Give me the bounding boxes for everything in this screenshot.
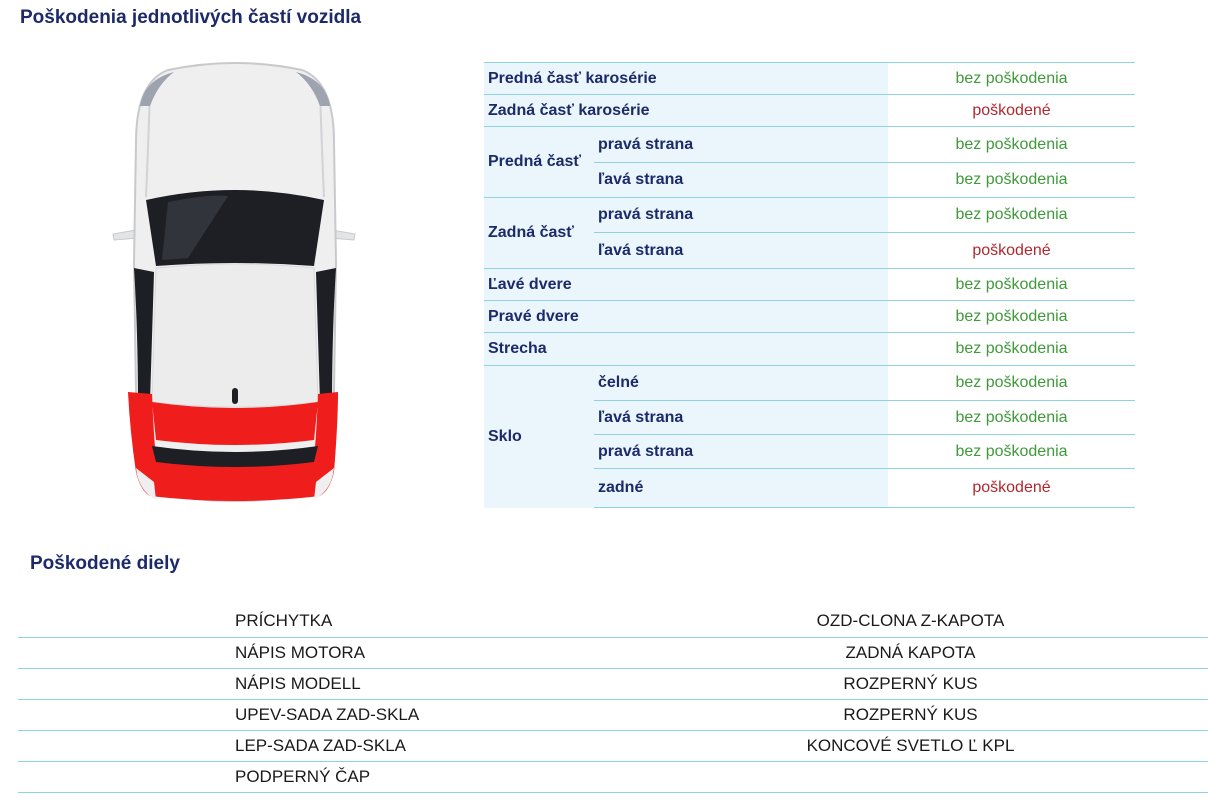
status-ok: bez poškodenia	[888, 127, 1135, 163]
page-title: Poškodenia jednotlivých častí vozidla	[20, 7, 362, 28]
sub-part-label: pravá strana	[594, 435, 888, 469]
part-name: UPEV-SADA ZAD-SKLA	[18, 699, 613, 730]
table-row	[484, 63, 1135, 95]
part-label: Predná časť	[484, 127, 594, 198]
table-row	[484, 269, 1135, 301]
table-row	[484, 198, 1135, 233]
part-name: LEP-SADA ZAD-SKLA	[18, 730, 613, 761]
status-damaged: poškodené	[888, 233, 1135, 269]
part-name: KONCOVÉ SVETLO Ľ KPL	[613, 730, 1208, 761]
antenna	[232, 388, 238, 404]
part-label: Sklo	[484, 366, 594, 508]
rear-window-damaged	[152, 402, 318, 445]
part-name: ZADNÁ KAPOTA	[613, 637, 1208, 668]
table-row	[18, 668, 1208, 699]
sub-part-label: ľavá strana	[594, 233, 888, 269]
table-row	[484, 127, 1135, 163]
part-name: PRÍCHYTKA	[18, 606, 613, 637]
sub-part-label: pravá strana	[594, 127, 888, 163]
part-name: NÁPIS MODELL	[18, 668, 613, 699]
part-label: Ľavé dvere	[484, 269, 888, 301]
roof	[152, 264, 318, 407]
part-name	[613, 761, 1208, 792]
part-name: ROZPERNÝ KUS	[613, 668, 1208, 699]
part-name: NÁPIS MOTORA	[18, 637, 613, 668]
damaged-parts-title: Poškodené diely	[30, 553, 180, 574]
table-row	[484, 366, 1135, 401]
part-name: ROZPERNÝ KUS	[613, 699, 1208, 730]
status-ok: bez poškodenia	[888, 301, 1135, 333]
status-ok: bez poškodenia	[888, 366, 1135, 401]
table-row	[484, 301, 1135, 333]
status-damaged: poškodené	[888, 95, 1135, 127]
part-name: OZD-CLONA Z-KAPOTA	[613, 606, 1208, 637]
status-ok: bez poškodenia	[888, 269, 1135, 301]
status-ok: bez poškodenia	[888, 63, 1135, 95]
part-name: PODPERNÝ ČAP	[18, 761, 613, 792]
table-row	[18, 699, 1208, 730]
part-label: Predná časť karosérie	[484, 63, 888, 95]
table-row	[18, 730, 1208, 761]
sub-part-label: ľavá strana	[594, 401, 888, 435]
damaged-parts-table	[18, 606, 1208, 793]
table-row	[18, 606, 1208, 637]
part-label: Zadná časť	[484, 198, 594, 269]
status-damaged: poškodené	[888, 469, 1135, 508]
status-ok: bez poškodenia	[888, 435, 1135, 469]
sub-part-label: ľavá strana	[594, 163, 888, 198]
sub-part-label: pravá strana	[594, 198, 888, 233]
part-label: Pravé dvere	[484, 301, 888, 333]
part-label: Strecha	[484, 333, 888, 366]
sub-part-label: zadné	[594, 469, 888, 508]
sub-part-label: čelné	[594, 366, 888, 401]
table-row	[484, 95, 1135, 127]
table-row	[484, 333, 1135, 366]
damage-table	[484, 62, 1135, 508]
table-row	[18, 637, 1208, 668]
part-label: Zadná časť karosérie	[484, 95, 888, 127]
table-row	[18, 761, 1208, 792]
status-ok: bez poškodenia	[888, 401, 1135, 435]
status-ok: bez poškodenia	[888, 163, 1135, 198]
status-ok: bez poškodenia	[888, 198, 1135, 233]
status-ok: bez poškodenia	[888, 333, 1135, 366]
car-top-view-icon	[108, 62, 362, 502]
